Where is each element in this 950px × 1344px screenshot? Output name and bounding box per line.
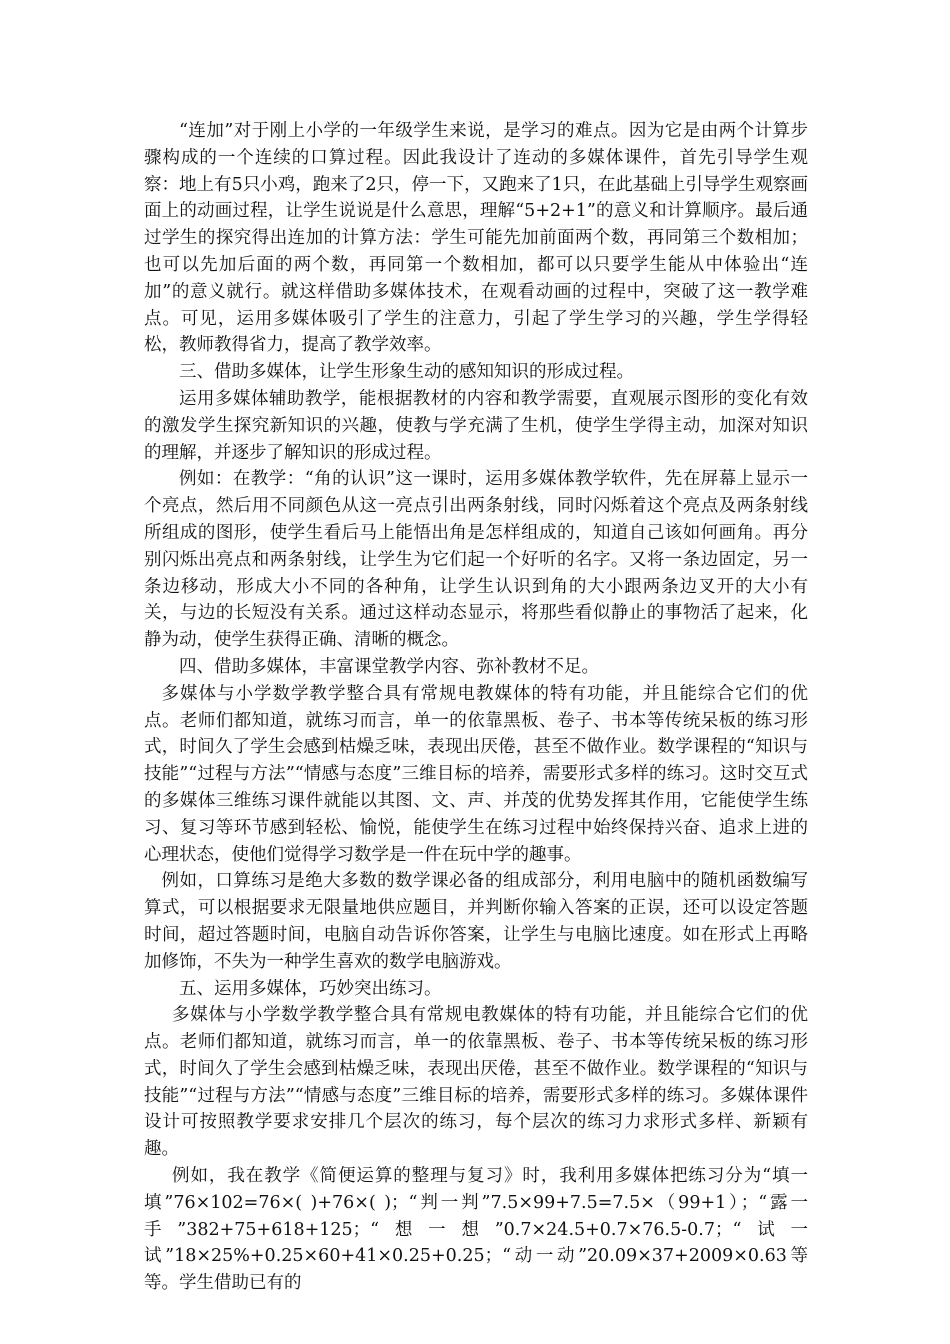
paragraph-integration-1: 多媒体与小学数学教学整合具有常规电教媒体的特有功能，并且能综合它们的优点。老师们都知道，就练习而言，单一的依靠黑板、卷子、书本等传统呆板的练习形式，时间久了学生会感到枯燥乏味，表现出厌倦，甚至不做作业。数学课程的“知识与技能”“过程与方法”“情感与态度”三维目标的培养，需要形式多样的练习。这时交互式的多媒体三维练习课件就能以其图、文、声、并茂的优势发挥其作用，它能使学生练习、复习等环节感到轻松、愉悦，能使学生在练习过程中始终保持兴奋、追求上进的心理状态，使他们觉得学习数学是一件在玩中学的趣事。 bbox=[144, 683, 808, 865]
paragraph-lianjia: “连加”对于刚上小学的一年级学生来说，是学习的难点。因为它是由两个计算步骤构成的一个连续的口算过程。因此我设计了连动的多媒体课件，首先引导学生观察：地上有5只小鸡，跑来了2只，停一下，又跑来了1只，在此基础上引导学生观察画面上的动画过程，让学生说说是什么意思，理解“5+2+1”的意义和计算顺序。最后通过学生的探究得出连加的计算方法：学生可能先加前面两个数，再同第三个数相加；也可以先加后面的两个数，再同第一个数相加，都可以只要学生能从中体验出“连加”的意义就行。就这样借助多媒体技术，在观看动画的过程中，突破了这一教学难点。可见，运用多媒体吸引了学生的注意力，引起了学生学习的兴趣，学生学得轻松，教师教得省力，提高了教学效率。 bbox=[144, 121, 808, 356]
heading-section-3: 三、借助多媒体，让学生形象生动的感知知识的形成过程。 bbox=[179, 362, 634, 383]
heading-section-5: 五、运用多媒体，巧妙突出练习。 bbox=[179, 978, 442, 999]
heading-section-4: 四、借助多媒体，丰富课堂教学内容、弥补教材不足。 bbox=[179, 656, 599, 677]
paragraph-exercise-example: 例如，我在教学《简便运算的整理与复习》时，我利用多媒体把练习分为“填一填”76×102=76×( )+76×( )；“判一判”7.5×99+7.5=7.5×（99+1）；“露一手”382+75+618+125；“想一想”0.7×24.5+0.7×76.5-0.7；“试一试”18×25%+0.25×60+41×0.25+0.25；“动一动”20.09×37+2009×0.63等等。学生借助已有的 bbox=[144, 1166, 808, 1294]
paragraph-mental-math: 例如，口算练习是绝大多数的数学课必备的组成部分，利用电脑中的随机函数编写算式，可以根据要求无限量地供应题目，并判断你输入答案的正误，还可以设定答题时间，超过答题时间，电脑自动告诉你答案，让学生与电脑比速度。如在形式上再略加修饰，不失为一种学生喜欢的数学电脑游戏。 bbox=[144, 871, 808, 972]
paragraph-integration-2: 多媒体与小学数学教学整合具有常规电教媒体的特有功能，并且能综合它们的优点。老师们都知道，就练习而言，单一的依靠黑板、卷子、书本等传统呆板的练习形式，时间久了学生会感到枯燥乏味，表现出厌倦，甚至不做作业。数学课程的“知识与技能”“过程与方法”“情感与态度”三维目标的培养，需要形式多样的练习。多媒体课件设计可按照教学要求安排几个层次的练习，每个层次的练习力求形式多样、新颖有趣。 bbox=[144, 1005, 808, 1160]
document-page bbox=[144, 118, 808, 1297]
paragraph-angle-example: 例如：在教学：“角的认识”这一课时，运用多媒体教学软件，先在屏幕上显示一个亮点，然后用不同颜色从这一亮点引出两条射线，同时闪烁着这个亮点及两条射线所组成的图形，使学生看后马上能悟出角是怎样组成的，知道自己该如何画角。再分别闪烁出亮点和两条射线，让学生为它们起一个好听的名字。又将一条边固定，另一条边移动，形成大小不同的各种角，让学生认识到角的大小跟两条边叉开的大小有关，与边的长短没有关系。通过这样动态显示，将那些看似静止的事物活了起来，化静为动，使学生获得正确、清晰的概念。 bbox=[144, 469, 808, 651]
paragraph-multimedia-intro: 运用多媒体辅助教学，能根据教材的内容和教学需要，直观展示图形的变化有效的激发学生探究新知识的兴趣，使教与学充满了生机，使学生学得主动，加深对知识的理解，并逐步了解知识的形成过程。 bbox=[144, 388, 808, 463]
